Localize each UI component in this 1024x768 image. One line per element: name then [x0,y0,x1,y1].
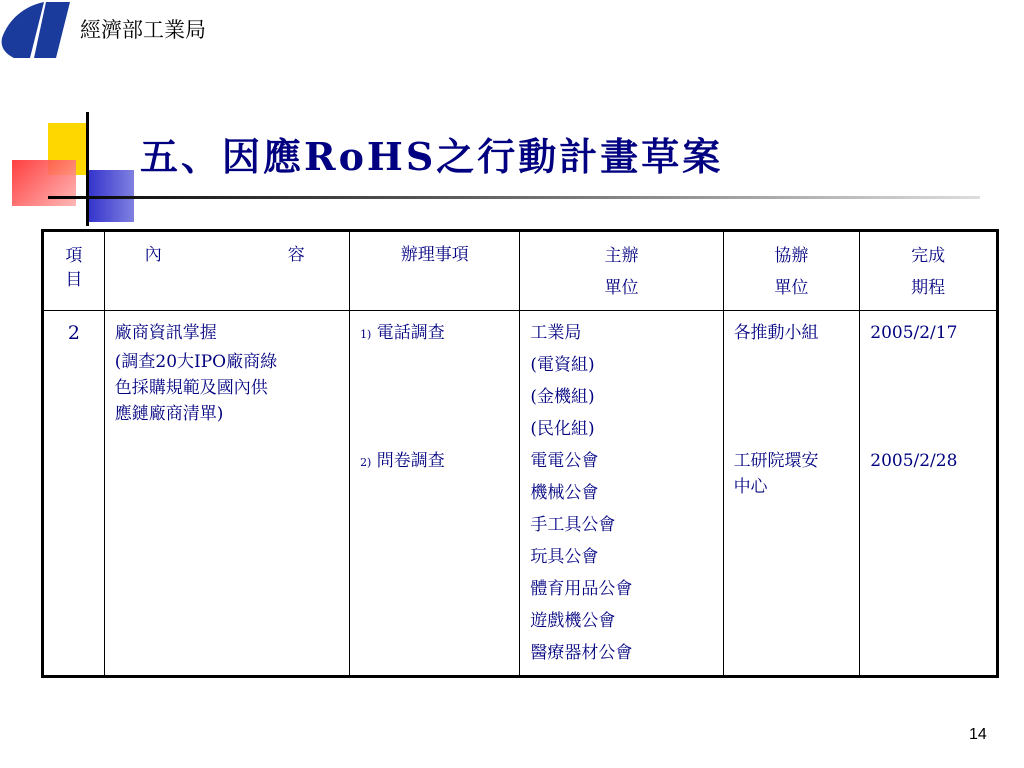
list-item: 各推動小組 [733,323,819,343]
list-item: 2005/2/28 [870,451,958,471]
header-item: 項 目 [43,231,105,311]
header-content: 內 容 [104,231,349,311]
header-action: 辦理事項 [350,231,520,311]
list-item: 機械公會 [530,483,599,503]
list-item: 2005/2/17 [870,323,958,343]
row-item-number: 2 [43,311,105,677]
row-assist-units [723,311,860,677]
list-item: (民化組) [530,419,595,439]
table-header-row [43,231,998,311]
list-item: 電電公會 [530,451,599,471]
list-item: 中心 [733,477,768,497]
list-item: 體育用品公會 [530,579,633,599]
organization-name: 經濟部工業局 [80,18,206,42]
list-item: 玩具公會 [530,547,599,567]
list-item: 遊戲機公會 [530,611,616,631]
row-lead-units [520,311,723,677]
list-item: 醫療器材公會 [530,643,633,663]
list-item: (電資組) [530,355,595,375]
list-item: 工業局 [530,323,582,343]
action-item: 2) 問卷調查 [360,451,445,471]
row-deadlines [860,311,998,677]
action-plan-table [41,229,999,678]
page-title: 五、因應RoHS之行動計畫草案 [140,134,724,179]
list-item: (金機組) [530,387,595,407]
header-deadline: 完成 期程 [860,231,998,311]
page-number: 14 [969,726,987,743]
header-assist-unit: 協辦 單位 [723,231,860,311]
bureau-logo [0,0,72,60]
list-item: 手工具公會 [530,515,616,535]
row-content: 廠商資訊掌握 (調查20大IPO廠商綠 色採購規範及國內供 應鏈廠商清單) [104,311,349,677]
table-row [43,311,998,677]
row-actions [350,311,520,677]
action-item: 1) 電話調查 [360,323,445,343]
list-item: 工研院環安 [733,451,819,471]
header-lead-unit: 主辦 單位 [520,231,723,311]
